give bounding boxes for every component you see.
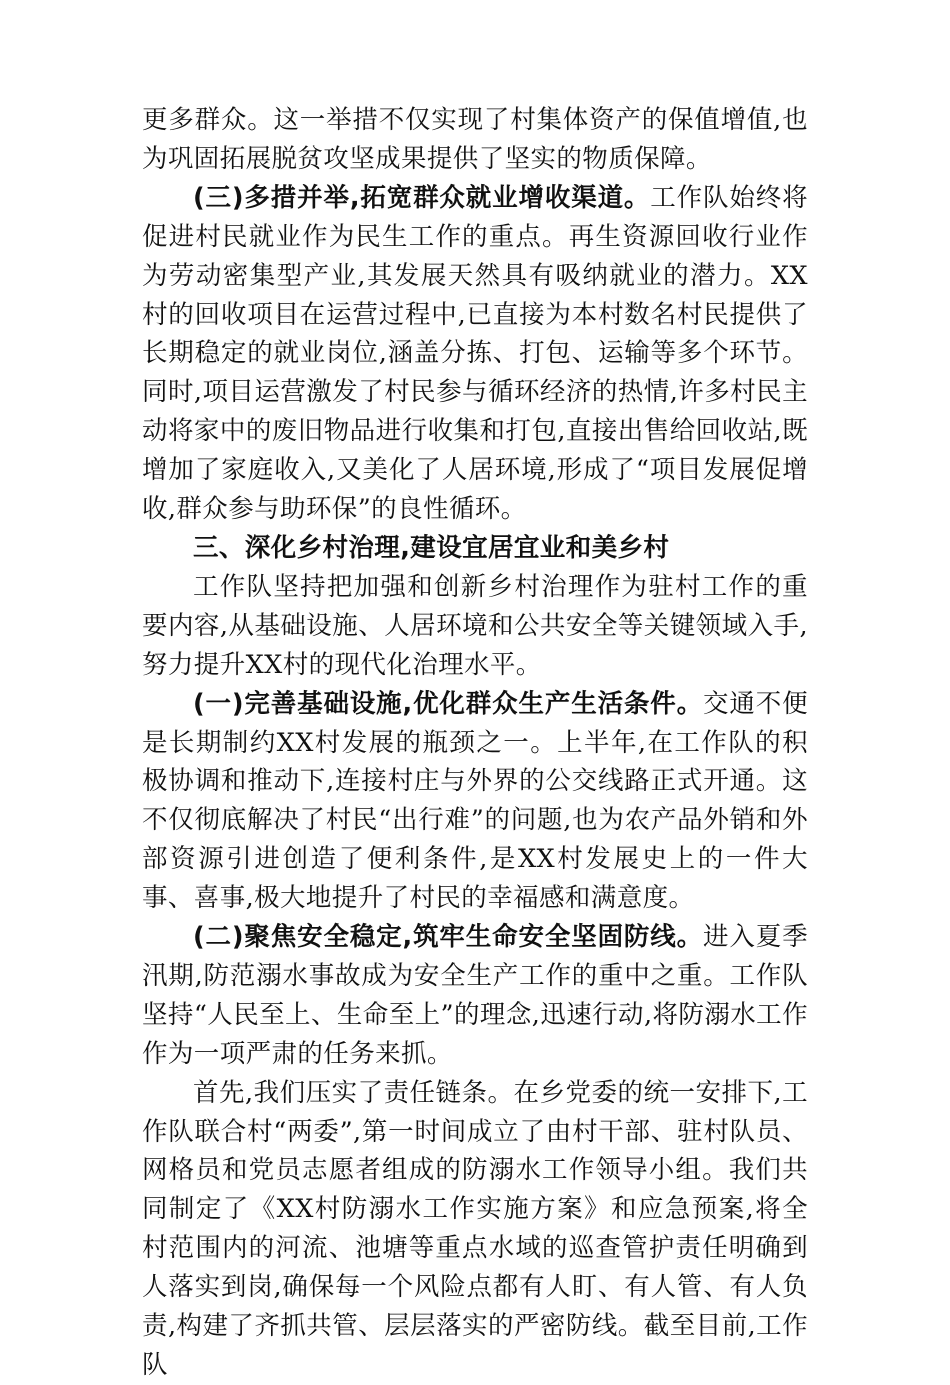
paragraph-text: 首先,我们压实了责任链条。在乡党委的统一安排下,工作队联合村“两委”,第一时间成立了由村干部、驻村队员、网格员和党员志愿者组成的防溺水工作领导小组。我们共同制定了《XX村防溺水工作实施方案》和应急预案,将全村范围内的河流、池塘等重点水域的巡查管护责任明确到人落实到岗,确保每一个风险点都有人盯、有人管、有人负责,构建了齐抓共管、层层落实的严密防线。截至目前,工作队 xyxy=(142,1077,808,1380)
paragraph-text: 交通不便是长期制约XX村发展的瓶颈之一。上半年,在工作队的积极协调和推动下,连接村庄与外界的公交线路正式开通。这不仅彻底解决了村民“出行难”的问题,也为农产品外销和外部资源引进创造了便利条件,是XX村发展史上的一件大事、喜事,极大地提升了村民的幸福感和满意度。 xyxy=(142,688,808,914)
paragraph-text: 更多群众。这一举措不仅实现了村集体资产的保值增值,也为巩固拓展脱贫攻坚成果提供了坚实的物质保障。 xyxy=(142,105,808,174)
paragraph-lead: (二)聚焦安全稳定,筑牢生命安全坚固防线。 xyxy=(193,922,704,953)
paragraph-lead: (三)多措并举,拓宽群众就业增收渠道。 xyxy=(193,182,651,213)
paragraph-infrastructure xyxy=(142,685,808,918)
paragraph-safety xyxy=(142,918,808,1074)
paragraph-text: 工作队坚持把加强和创新乡村治理作为驻村工作的重要内容,从基础设施、人居环境和公共安全等关键领域入手,努力提升XX村的现代化治理水平。 xyxy=(142,571,808,680)
document-body xyxy=(142,101,808,1385)
paragraph-text: 进入夏季汛期,防范溺水事故成为安全生产工作的重中之重。工作队坚持“人民至上、生命至上”的理念,迅速行动,将防溺水工作作为一项严肃的任务来抓。 xyxy=(142,922,808,1069)
paragraph-continuation xyxy=(142,101,808,179)
section-heading: 三、深化乡村治理,建设宜居宜业和美乡村 xyxy=(193,532,670,563)
paragraph-governance-intro xyxy=(142,568,808,685)
paragraph-responsibility xyxy=(142,1074,808,1385)
paragraph-lead: (一)完善基础设施,优化群众生产生活条件。 xyxy=(193,688,704,719)
paragraph-text: 工作队始终将促进村民就业作为民生工作的重点。再生资源回收行业作为劳动密集型产业,其发展天然具有吸纳就业的潜力。XX村的回收项目在运营过程中,已直接为本村数名村民提供了长期稳定的就业岗位,涵盖分拣、打包、运输等多个环节。同时,项目运营激发了村民参与循环经济的热情,许多村民主动将家中的废旧物品进行收集和打包,直接出售给回收站,既增加了家庭收入,又美化了人居环境,形成了“项目发展促增收,群众参与助环保”的良性循环。 xyxy=(142,182,808,525)
paragraph-section-3-employment xyxy=(142,179,808,529)
